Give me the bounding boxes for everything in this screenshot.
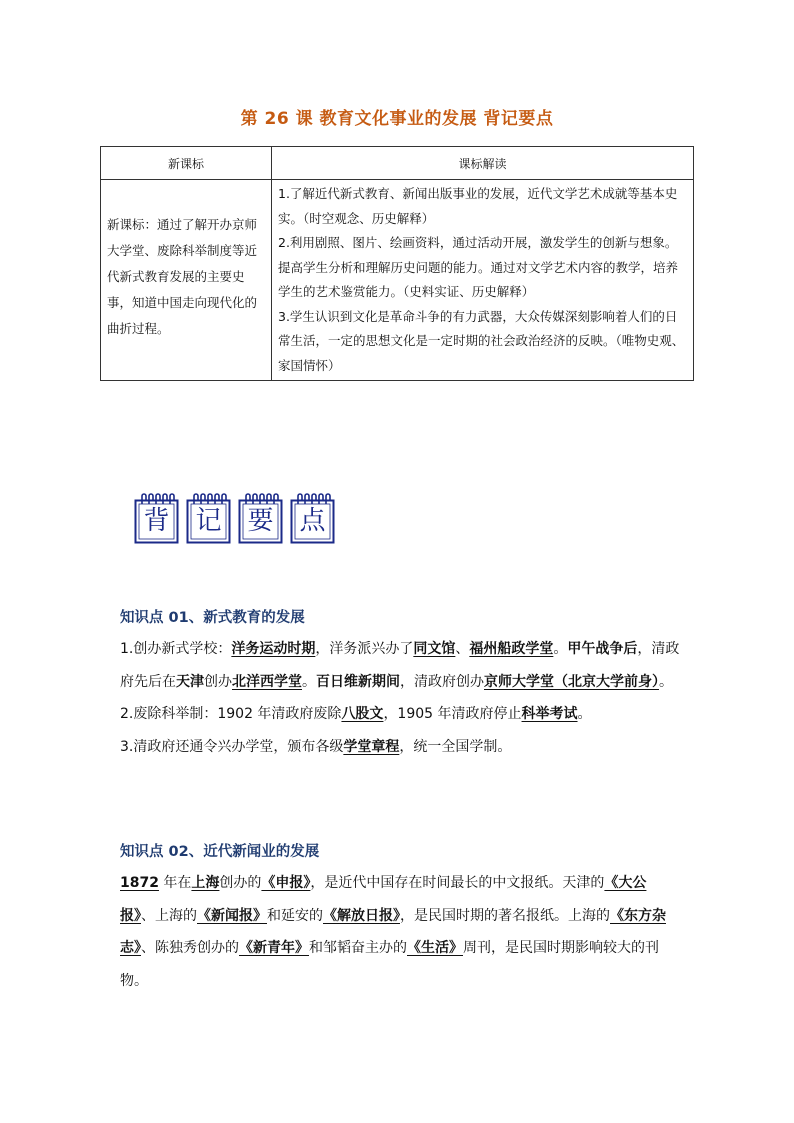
new-standard-text: 新课标：通过了解开办京师大学堂、废除科举制度等近代新式教育发展的主要史事，知道中国走向现代化的曲折过程。 bbox=[101, 180, 272, 381]
banner-tile bbox=[238, 492, 283, 544]
banner-tile bbox=[134, 492, 179, 544]
banner-tile bbox=[290, 492, 335, 544]
kp2-paragraph: 1872 年在上海创办的《申报》，是近代中国存在时间最长的中文报纸。天津的《大公报》、上海的《新闻报》和延安的《解放日报》，是民国时期的著名报纸。上海的《东方杂志》、陈独秀创办的《新青年》和邹韬奋主办的《生活》周刊，是民国时期影响较大的刊物。 bbox=[120, 875, 666, 989]
kp1-paragraph-2: 2.废除科举制：1902 年清政府废除八股文，1905 年清政府停止科举考试。 bbox=[120, 706, 592, 722]
banner-char: 点 bbox=[299, 506, 326, 536]
kp1-paragraph-1: 1.创办新式学校：洋务运动时期，洋务派兴办了同文馆、福州船政学堂。甲午战争后，清政府先后在天津创办北洋西学堂。百日维新期间，清政府创办京师大学堂（北京大学前身）。 bbox=[120, 641, 680, 690]
curriculum-standard-table bbox=[100, 146, 694, 381]
header-new-standard: 新课标 bbox=[101, 147, 272, 180]
header-standard-interpretation: 课标解读 bbox=[272, 147, 694, 180]
banner-char: 要 bbox=[247, 506, 274, 536]
knowledge-point-02 bbox=[120, 840, 680, 997]
page-title: 第 26 课 教育文化事业的发展 背记要点 bbox=[240, 109, 554, 129]
knowledge-point-heading: 知识点 02、近代新闻业的发展 bbox=[120, 844, 320, 860]
interpretation-item: 1.了解近代新式教育、新闻出版事业的发展，近代文学艺术成就等基本史实。（时空观念、历史解释） bbox=[278, 186, 678, 226]
memorize-points-banner bbox=[134, 492, 335, 544]
banner-char: 记 bbox=[195, 506, 222, 536]
interpretation-item: 3.学生认识到文化是革命斗争的有力武器，大众传媒深刻影响着人们的日常生活，一定的思想文化是一定时期的社会政治经济的反映。（唯物史观、家国情怀） bbox=[278, 308, 685, 373]
knowledge-point-01 bbox=[120, 606, 680, 763]
knowledge-point-body bbox=[120, 633, 680, 763]
banner-char: 背 bbox=[143, 506, 170, 536]
kp1-paragraph-3: 3.清政府还通令兴办学堂，颁布各级学堂章程，统一全国学制。 bbox=[120, 738, 512, 755]
interpretation-cell bbox=[272, 180, 694, 381]
table-row bbox=[101, 180, 694, 381]
banner-tile bbox=[186, 492, 231, 544]
interpretation-item: 2.利用剧照、图片、绘画资料，通过活动开展，激发学生的创新与想象。提高学生分析和理解历史问题的能力。通过对文学艺术内容的教学，培养学生的艺术鉴赏能力。（史料实证、历史解释） bbox=[278, 235, 679, 299]
knowledge-point-heading: 知识点 01、新式教育的发展 bbox=[120, 610, 305, 626]
knowledge-point-body bbox=[120, 867, 680, 997]
table-header-row bbox=[101, 147, 694, 180]
